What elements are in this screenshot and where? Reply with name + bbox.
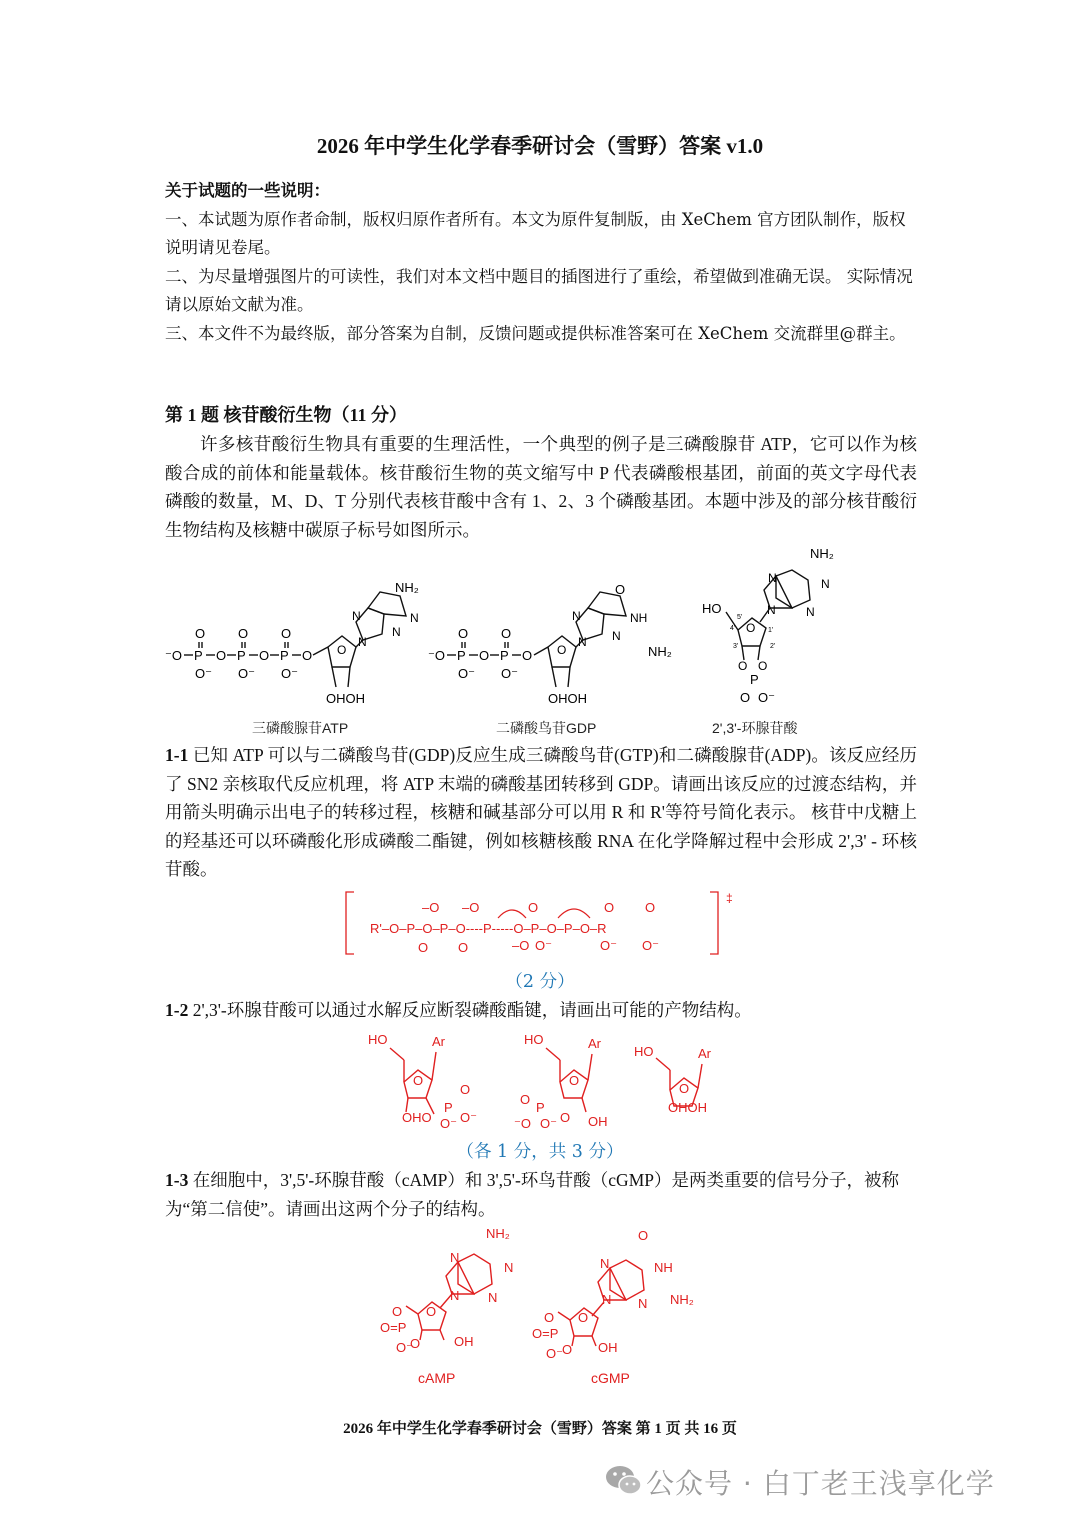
note-line-1: 一、本试题为原作者命制，版权归原作者所有。本文为原件复制版，由 XeChem 官方团队制作，版权说明请见卷尾。 xyxy=(165,209,906,257)
gdp-caption: 二磷酸鸟苷GDP xyxy=(496,720,597,736)
svg-text:O⁻: O⁻ xyxy=(238,666,255,681)
nucleotide-structures-figure xyxy=(160,542,860,742)
camp-structure xyxy=(380,1226,513,1355)
question-text: 2',3'-环腺苷酸可以通过水解反应断裂磷酸酯键，请画出可能的产物结构。 xyxy=(192,1000,752,1020)
svg-text:OHO: OHO xyxy=(402,1110,432,1125)
hydrolysis-products-figure xyxy=(360,1030,740,1130)
notes-section xyxy=(165,177,917,348)
svg-text:OH: OH xyxy=(588,1114,608,1129)
wechat-icon xyxy=(604,1462,644,1498)
svg-text:O: O xyxy=(216,648,227,663)
svg-text:O⁻: O⁻ xyxy=(600,938,617,953)
svg-text:N: N xyxy=(358,635,367,649)
score-1-1: （2 分） xyxy=(505,972,575,992)
svg-text:O: O xyxy=(479,648,490,663)
svg-text:O: O xyxy=(520,1092,531,1107)
svg-text:O: O xyxy=(562,1342,573,1357)
question-1-1 xyxy=(165,741,917,884)
svg-text:N: N xyxy=(612,629,621,643)
question-number: 1-2 xyxy=(165,1000,189,1020)
page-title: 2026 年中学生化学春季研讨会（雪野）答案 v1.0 xyxy=(316,134,764,158)
svg-text:O⁻: O⁻ xyxy=(458,666,475,681)
question-intro: 许多核苷酸衍生物具有重要的生理活性，一个典型的例子是三磷酸腺苷 ATP，它可以作为核酸合成的前体和能量载体。核苷酸衍生物的英文缩写中 P 代表磷酸根基团，前面的英文字母代表磷酸的数量，M、D、T 分别代表核苷酸中含有 1、2、3 个磷酸基团。本题中涉及的部分核苷酸衍生物结构及核糖中碳原子标号如图所示。 xyxy=(165,434,917,540)
svg-text:O: O xyxy=(679,1081,690,1096)
svg-text:O: O xyxy=(460,1082,471,1097)
svg-text:N: N xyxy=(488,1290,498,1305)
svg-text:N: N xyxy=(602,1292,612,1307)
svg-text:‡: ‡ xyxy=(726,891,733,905)
cgmp-label: cGMP xyxy=(591,1370,630,1386)
svg-text:P: P xyxy=(500,648,509,663)
svg-text:HO: HO xyxy=(524,1032,544,1047)
svg-text:N: N xyxy=(767,603,776,617)
svg-text:O: O xyxy=(458,626,469,641)
svg-text:NH: NH xyxy=(654,1260,673,1275)
svg-text:5': 5' xyxy=(737,614,743,621)
svg-text:NH: NH xyxy=(630,611,648,625)
svg-text:NH₂: NH₂ xyxy=(486,1226,510,1241)
svg-text:⁻O: ⁻O xyxy=(165,648,182,663)
cyclic-nucleotides-figure xyxy=(370,1222,710,1372)
svg-text:P: P xyxy=(444,1100,453,1115)
svg-text:NH₂: NH₂ xyxy=(670,1292,694,1307)
svg-text:N: N xyxy=(578,635,587,649)
product-diol xyxy=(634,1044,712,1115)
svg-text:O=P: O=P xyxy=(532,1326,559,1341)
cyclic-amp-caption: 2',3'-环腺苷酸 xyxy=(712,720,798,736)
svg-text:N: N xyxy=(450,1288,460,1303)
svg-text:Ar: Ar xyxy=(588,1036,601,1051)
question-heading: 第 1 题 核苷酸衍生物（11 分） xyxy=(165,405,408,425)
page-footer: 2026 年中学生化学春季研讨会（雪野）答案 第 1 页 共 16 页 xyxy=(343,1421,737,1437)
svg-text:O: O xyxy=(615,582,626,597)
svg-text:O: O xyxy=(604,900,615,915)
note-line-2: 二、为尽量增强图片的可读性，我们对本文档中题目的插图进行了重绘，希望做到准确无误。 实际情况请以原始文献为准。 xyxy=(165,266,913,314)
svg-text:O⁻: O⁻ xyxy=(195,666,212,681)
product-2-phosphate xyxy=(514,1032,608,1130)
svg-text:O: O xyxy=(528,900,539,915)
svg-text:O: O xyxy=(740,690,751,705)
svg-text:N: N xyxy=(572,609,581,623)
svg-text:O: O xyxy=(544,1310,555,1325)
svg-text:O: O xyxy=(557,643,567,657)
score-1-2: （各 1 分，共 3 分） xyxy=(456,1142,624,1162)
cyclic-amp-structure xyxy=(702,546,834,705)
svg-text:O: O xyxy=(501,626,512,641)
svg-text:O: O xyxy=(337,643,347,657)
svg-text:O: O xyxy=(418,940,429,955)
svg-text:NH₂: NH₂ xyxy=(395,580,419,595)
svg-text:N: N xyxy=(450,1250,460,1265)
question-1-2 xyxy=(165,996,917,1025)
svg-text:OH: OH xyxy=(454,1334,474,1349)
svg-text:HO: HO xyxy=(702,601,722,616)
svg-text:3': 3' xyxy=(733,643,739,650)
svg-text:O⁻: O⁻ xyxy=(396,1340,413,1355)
svg-text:R'–O–P–O–P–O----P-----O–P–O–P–: R'–O–P–O–P–O----P-----O–P–O–P–O–R xyxy=(370,921,607,936)
svg-text:NH₂: NH₂ xyxy=(648,644,672,659)
svg-text:O⁻: O⁻ xyxy=(501,666,518,681)
atp-structure xyxy=(165,580,419,706)
svg-text:N: N xyxy=(768,571,777,585)
svg-text:HO: HO xyxy=(368,1032,388,1047)
svg-text:O: O xyxy=(746,621,756,635)
transition-state-figure xyxy=(340,888,740,960)
svg-text:N: N xyxy=(600,1256,610,1271)
question-1-3 xyxy=(165,1166,917,1223)
svg-text:O⁻: O⁻ xyxy=(546,1346,563,1361)
svg-text:–O: –O xyxy=(462,900,480,915)
svg-text:O: O xyxy=(560,1110,571,1125)
svg-text:P: P xyxy=(536,1100,545,1115)
camp-label: cAMP xyxy=(418,1370,456,1386)
svg-text:O: O xyxy=(413,1073,424,1088)
svg-text:O=P: O=P xyxy=(380,1320,407,1335)
svg-text:HO: HO xyxy=(634,1044,654,1059)
svg-text:⁻O: ⁻O xyxy=(428,648,445,663)
svg-text:O: O xyxy=(426,1304,437,1319)
svg-text:O⁻: O⁻ xyxy=(642,938,659,953)
svg-text:–O: –O xyxy=(512,938,530,953)
svg-text:O: O xyxy=(645,900,656,915)
notes-heading: 关于试题的一些说明： xyxy=(165,181,330,200)
svg-text:O: O xyxy=(392,1304,403,1319)
svg-text:O⁻: O⁻ xyxy=(281,666,298,681)
question-number: 1-1 xyxy=(165,745,189,765)
svg-text:⁻O: ⁻O xyxy=(514,1116,531,1130)
atp-caption: 三磷酸腺苷ATP xyxy=(252,720,349,736)
svg-text:O⁻: O⁻ xyxy=(460,1110,477,1125)
question-number: 1-3 xyxy=(165,1170,189,1190)
svg-text:O⁻: O⁻ xyxy=(440,1116,457,1130)
svg-text:O⁻: O⁻ xyxy=(535,938,552,953)
question-text: 在细胞中，3',5'-环腺苷酸（cAMP）和 3',5'-环鸟苷酸（cGMP）是两类重要的信号分子，被称为“第二信使”。请画出这两个分子的结构。 xyxy=(165,1170,899,1219)
svg-text:N: N xyxy=(352,609,361,623)
svg-text:OH: OH xyxy=(598,1340,618,1355)
svg-text:O: O xyxy=(302,648,313,663)
svg-text:OHOH: OHOH xyxy=(668,1100,707,1115)
cgmp-structure xyxy=(532,1228,694,1361)
svg-text:O: O xyxy=(238,626,249,641)
svg-text:O: O xyxy=(281,626,292,641)
svg-text:1': 1' xyxy=(768,627,774,634)
question-text: 已知 ATP 可以与二磷酸鸟苷(GDP)反应生成三磷酸鸟苷(GTP)和二磷酸腺苷(ADP)。该反应经历了 SN2 亲核取代反应机理，将 ATP 末端的磷酸基团转移到 GDP。请画出该反应的过渡态结构，并用箭头明确示出电子的转移过程，核糖和碱基部分可以用 R 和 R'等符号简化表示。 核苷中戊糖上的羟基还可以环磷酸化形成磷酸二酯键，例如核糖核酸 RNA 在化学降解过程中会形成 2',3' - 环核苷酸。 xyxy=(165,745,918,879)
svg-text:O⁻: O⁻ xyxy=(540,1116,557,1130)
product-3-phosphate xyxy=(368,1032,477,1130)
svg-text:O: O xyxy=(638,1228,649,1243)
svg-text:O: O xyxy=(522,648,533,663)
svg-text:OHOH: OHOH xyxy=(548,691,587,706)
svg-text:N: N xyxy=(821,577,830,591)
svg-text:P: P xyxy=(194,648,203,663)
svg-text:N: N xyxy=(392,625,401,639)
svg-text:P: P xyxy=(237,648,246,663)
svg-text:N: N xyxy=(410,611,419,625)
svg-text:O: O xyxy=(458,940,469,955)
svg-text:P: P xyxy=(280,648,289,663)
watermark-text: 公众号 · 白丁老王浅享化学 xyxy=(646,1467,995,1500)
gdp-structure xyxy=(428,582,672,706)
note-line-3: 三、本文件不为最终版，部分答案为自制，反馈问题或提供标准答案可在 XeChem 交流群里@群主。 xyxy=(165,323,906,343)
svg-text:O: O xyxy=(758,659,768,673)
svg-text:–O: –O xyxy=(422,900,440,915)
svg-text:4': 4' xyxy=(730,625,736,632)
svg-text:Ar: Ar xyxy=(698,1046,711,1061)
svg-text:Ar: Ar xyxy=(432,1034,445,1049)
svg-text:P: P xyxy=(750,672,759,687)
svg-text:NH₂: NH₂ xyxy=(810,546,834,561)
svg-text:O: O xyxy=(578,1310,589,1325)
svg-text:O: O xyxy=(569,1073,580,1088)
svg-text:O: O xyxy=(259,648,270,663)
svg-text:O⁻: O⁻ xyxy=(758,690,775,705)
svg-text:O: O xyxy=(410,1336,421,1351)
svg-text:N: N xyxy=(638,1296,648,1311)
svg-text:N: N xyxy=(504,1260,514,1275)
svg-text:P: P xyxy=(457,648,466,663)
svg-text:O: O xyxy=(195,626,206,641)
svg-text:O: O xyxy=(738,659,748,673)
svg-text:N: N xyxy=(806,605,815,619)
svg-text:2': 2' xyxy=(770,643,776,650)
svg-text:OHOH: OHOH xyxy=(326,691,365,706)
